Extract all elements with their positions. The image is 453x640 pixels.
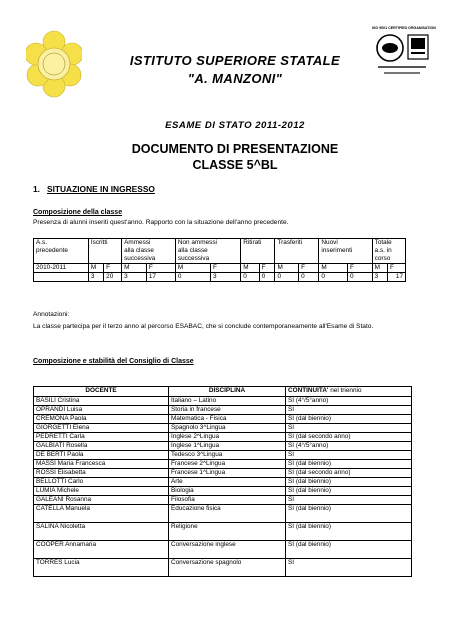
council-cell-continuita: SI (dal biennio) bbox=[286, 505, 412, 523]
class-composition-row bbox=[34, 273, 406, 282]
class-composition-cell: 0 bbox=[175, 273, 210, 282]
document-title bbox=[40, 141, 430, 173]
council-cell-disciplina: Arte bbox=[169, 478, 286, 487]
class-composition-cell: 3 bbox=[122, 273, 147, 282]
table-row bbox=[34, 397, 412, 406]
table-row bbox=[34, 424, 412, 433]
council-cell-disciplina: Filosofia bbox=[169, 496, 286, 505]
council-cell-disciplina: Inglese 2^Lingua bbox=[169, 433, 286, 442]
council-cell-disciplina: Conversazione spagnolo bbox=[169, 559, 286, 577]
class-composition-cell: M bbox=[372, 264, 387, 273]
table-row bbox=[34, 442, 412, 451]
council-cell-docente: BELLOTTI Carlo bbox=[34, 478, 169, 487]
class-composition-cell: M bbox=[241, 264, 259, 273]
class-composition-header-line: Nuovi bbox=[321, 239, 338, 246]
header-disciplina: DISCIPLINA bbox=[169, 387, 286, 397]
class-composition-cell: 0 bbox=[299, 273, 319, 282]
table-row bbox=[34, 451, 412, 460]
document-title-line2: CLASSE 5^BL bbox=[192, 158, 278, 172]
class-composition-header-line: corso bbox=[374, 255, 391, 262]
header-continuita-suffix: nel triennio bbox=[328, 387, 362, 394]
class-composition-cell: F bbox=[146, 264, 175, 273]
table-row bbox=[34, 523, 412, 541]
school-name bbox=[90, 52, 380, 88]
council-cell-disciplina: Educazione fisica bbox=[169, 505, 286, 523]
section-heading bbox=[33, 184, 155, 194]
council-cell-docente: BASILI Cristina bbox=[34, 397, 169, 406]
table-row bbox=[34, 478, 412, 487]
yellow-flower-seal-icon bbox=[26, 30, 82, 98]
school-name-line1: ISTITUTO SUPERIORE STATALE bbox=[129, 53, 341, 68]
class-composition-header-row bbox=[34, 239, 406, 264]
council-cell-docente: CATELLA Manuela bbox=[34, 505, 169, 523]
council-cell-disciplina: Religione bbox=[169, 523, 286, 541]
class-composition-header-cell bbox=[88, 239, 121, 264]
section-title: SITUAZIONE IN INGRESSO bbox=[46, 184, 155, 194]
class-composition-header-cell bbox=[175, 239, 240, 264]
section-number: 1. bbox=[33, 184, 40, 194]
class-composition-heading: Composizione della classe bbox=[33, 209, 123, 216]
school-name-line2: "A. MANZONI" bbox=[187, 71, 283, 86]
council-cell-continuita: SI (4°/5°anno) bbox=[286, 397, 412, 406]
council-cell-docente: GALEANI Rosanna bbox=[34, 496, 169, 505]
class-composition-header-line: Trasferiti bbox=[277, 239, 303, 246]
council-cell-continuita: SI (dal secondo anno) bbox=[286, 469, 412, 478]
class-composition-cell: M bbox=[175, 264, 210, 273]
table-row bbox=[34, 433, 412, 442]
class-composition-cell: 3 bbox=[372, 273, 387, 282]
class-composition-cell: 3 bbox=[210, 273, 240, 282]
council-cell-disciplina: Francese 2^Lingua bbox=[169, 460, 286, 469]
class-composition-cell: M bbox=[122, 264, 147, 273]
annotations-text: La classe partecipa per il terzo anno al percorso ESABAC, che si conclude contemporaneamente all'Esame di Stato. bbox=[33, 323, 374, 330]
class-composition-cell: M bbox=[88, 264, 103, 273]
class-composition-header-line: alla classe bbox=[177, 247, 208, 254]
table-row bbox=[34, 505, 412, 523]
council-cell-disciplina: Storia in francese bbox=[169, 406, 286, 415]
class-composition-text: Presenza di alunni inseriti quest'anno. Rapporto con la situazione dell'anno precedente. bbox=[33, 219, 289, 226]
class-composition-header-line: successiva bbox=[124, 255, 156, 262]
header-continuita bbox=[286, 387, 412, 397]
exam-title: ESAME DI STATO 2011-2012 bbox=[165, 120, 305, 131]
table-row bbox=[34, 541, 412, 559]
council-composition-heading: Composizione e stabilità del Consiglio di Classe bbox=[33, 358, 194, 365]
class-composition-header-line: inserimenti bbox=[321, 247, 353, 254]
class-composition-header-line: alla classe bbox=[124, 247, 154, 254]
council-cell-docente: TORRES Lucia bbox=[34, 559, 169, 577]
council-cell-docente: GIORGETTI Elena bbox=[34, 424, 169, 433]
annotations-label: Annotazioni: bbox=[33, 311, 70, 318]
class-composition-cell: F bbox=[347, 264, 372, 273]
header-continuita-label: CONTINUITA' bbox=[288, 387, 329, 394]
class-composition-row bbox=[34, 264, 406, 273]
council-cell-docente: PEDRETTI Carla bbox=[34, 433, 169, 442]
council-cell-continuita: SI bbox=[286, 559, 412, 577]
council-cell-disciplina: Tedesco 3^Lingua bbox=[169, 451, 286, 460]
class-composition-header-line: Iscritti bbox=[90, 239, 108, 246]
council-cell-continuita: SI bbox=[286, 406, 412, 415]
table-row bbox=[34, 460, 412, 469]
class-composition-cell: 2010-2011 bbox=[34, 264, 89, 273]
council-cell-continuita: SI (dal biennio) bbox=[286, 541, 412, 559]
council-cell-continuita: SI (dal biennio) bbox=[286, 523, 412, 541]
council-cell-disciplina: Spagnolo 3^Lingua bbox=[169, 424, 286, 433]
council-cell-docente: GALBIATI Rosella bbox=[34, 442, 169, 451]
class-composition-cell: 0 bbox=[241, 273, 259, 282]
council-cell-continuita: SI bbox=[286, 424, 412, 433]
class-composition-header-cell bbox=[275, 239, 319, 264]
table-row bbox=[34, 496, 412, 505]
class-composition-cell bbox=[34, 273, 89, 282]
class-composition-cell: 0 bbox=[319, 273, 348, 282]
council-table bbox=[33, 386, 412, 577]
table-row bbox=[34, 469, 412, 478]
council-cell-continuita: SI (4°/5°anno) bbox=[286, 442, 412, 451]
council-cell-disciplina: Francese 1^Lingua bbox=[169, 469, 286, 478]
class-composition-header-cell bbox=[122, 239, 176, 264]
table-row bbox=[34, 406, 412, 415]
council-cell-disciplina: Italiano – Latino bbox=[169, 397, 286, 406]
council-cell-continuita: SI bbox=[286, 496, 412, 505]
council-cell-docente: CREMONA Paola bbox=[34, 415, 169, 424]
council-cell-disciplina: Biologia bbox=[169, 487, 286, 496]
class-composition-table bbox=[33, 238, 406, 282]
header-docente: DOCENTE bbox=[34, 387, 169, 397]
council-cell-docente: ROSSI Elisabetta bbox=[34, 469, 169, 478]
council-cell-docente: COOPER Annamaria bbox=[34, 541, 169, 559]
class-composition-header-line: a.s. in bbox=[374, 247, 392, 254]
class-composition-cell: M bbox=[319, 264, 348, 273]
class-composition-cell: 20 bbox=[104, 273, 122, 282]
council-cell-disciplina: Conversazione inglese bbox=[169, 541, 286, 559]
class-composition-cell: 0 bbox=[259, 273, 275, 282]
class-composition-cell: 0 bbox=[347, 273, 372, 282]
council-table-header bbox=[34, 387, 412, 397]
class-composition-header-cell bbox=[34, 239, 89, 264]
class-composition-header-line: Ammessi bbox=[124, 239, 151, 246]
table-row bbox=[34, 559, 412, 577]
class-composition-cell: F bbox=[210, 264, 240, 273]
certification-caption: ISO 9001 CERTIFIED ORGANISATION bbox=[372, 26, 436, 30]
class-composition-cell: M bbox=[275, 264, 299, 273]
council-cell-disciplina: Inglese 1^Lingua bbox=[169, 442, 286, 451]
class-composition-header-cell bbox=[241, 239, 275, 264]
council-cell-continuita: SI (dal biennio) bbox=[286, 487, 412, 496]
table-row bbox=[34, 415, 412, 424]
table-row bbox=[34, 487, 412, 496]
council-cell-continuita: SI (dal biennio) bbox=[286, 415, 412, 424]
class-composition-header-line: successiva bbox=[177, 255, 210, 262]
council-cell-continuita: SI (dal biennio) bbox=[286, 478, 412, 487]
council-cell-continuita: SI (dal biennio) bbox=[286, 460, 412, 469]
class-composition-header-line: Totale bbox=[374, 239, 392, 246]
class-composition-header-cell bbox=[319, 239, 372, 264]
class-composition-cell: F bbox=[104, 264, 122, 273]
council-cell-continuita: SI bbox=[286, 451, 412, 460]
class-composition-cell: F bbox=[259, 264, 275, 273]
council-cell-docente: OPRANDI Luisa bbox=[34, 406, 169, 415]
council-cell-docente: SALINA Nicoletta bbox=[34, 523, 169, 541]
class-composition-header-line: Non ammessi bbox=[177, 239, 217, 246]
class-composition-header-line: A.s. bbox=[36, 239, 48, 246]
certification-logo bbox=[372, 26, 436, 96]
council-cell-continuita: SI (dal secondo anno) bbox=[286, 433, 412, 442]
class-composition-cell: 0 bbox=[275, 273, 299, 282]
class-composition-header-cell bbox=[372, 239, 405, 264]
class-composition-header-line: Ritirati bbox=[243, 239, 262, 246]
class-composition-header-line: precedente bbox=[36, 247, 68, 254]
council-cell-docente: MASSI Maria Francesca bbox=[34, 460, 169, 469]
class-composition-cell: F bbox=[387, 264, 405, 273]
class-composition-cell: 17 bbox=[146, 273, 175, 282]
class-composition-cell: F bbox=[299, 264, 319, 273]
council-cell-docente: LUMIA Michele bbox=[34, 487, 169, 496]
urs-iso-certification-icon bbox=[372, 30, 432, 94]
class-composition-cell: 3 bbox=[88, 273, 103, 282]
document-title-line1: DOCUMENTO DI PRESENTAZIONE bbox=[131, 142, 339, 156]
class-composition-cell: 17 bbox=[387, 273, 405, 282]
council-cell-disciplina: Matematica - Fisica bbox=[169, 415, 286, 424]
council-cell-docente: DE BERTI Paola bbox=[34, 451, 169, 460]
